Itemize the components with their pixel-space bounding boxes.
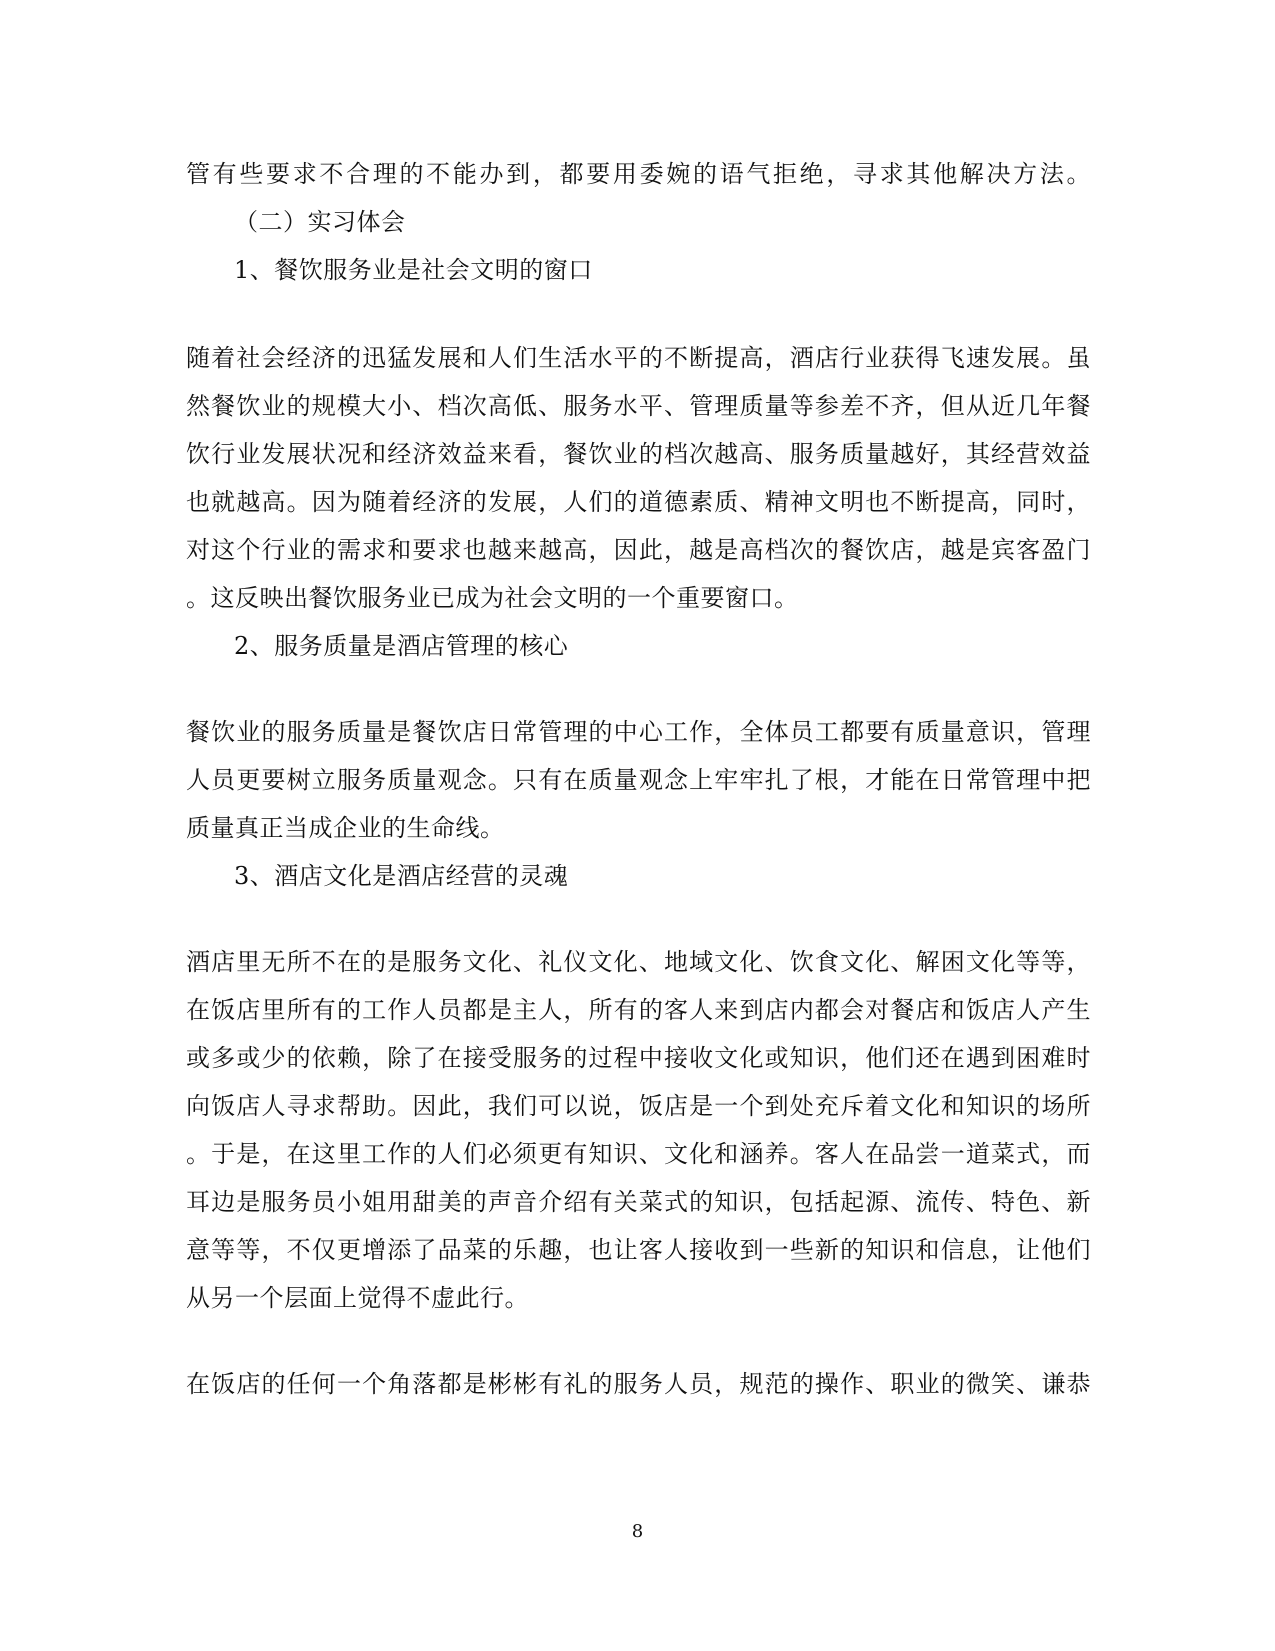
text-line: 随着社会经济的迅猛发展和人们生活水平的不断提高，酒店行业获得飞速发展。虽 (186, 344, 1091, 372)
text-line: 饮行业发展状况和经济效益来看，餐饮业的档次越高、服务质量越好，其经营效益 (186, 440, 1091, 468)
subsection-heading: （二）实习体会 (234, 208, 406, 236)
numbered-heading: 3、酒店文化是酒店经营的灵魂 (234, 862, 569, 890)
page-number: 8 (631, 1521, 644, 1542)
text-line: 质量真正当成企业的生命线。 (186, 814, 505, 842)
text-line: 或多或少的依赖，除了在接受服务的过程中接收文化或知识，他们还在遇到困难时 (186, 1044, 1091, 1072)
text-line: 耳边是服务员小姐用甜美的声音介绍有关菜式的知识，包括起源、流传、特色、新 (186, 1188, 1091, 1216)
text-line: 向饭店人寻求帮助。因此，我们可以说，饭店是一个到处充斥着文化和知识的场所 (186, 1092, 1091, 1120)
text-line: 酒店里无所不在的是服务文化、礼仪文化、地域文化、饮食文化、解困文化等等， (186, 948, 1091, 976)
text-line: 餐饮业的服务质量是餐饮店日常管理的中心工作，全体员工都要有质量意识，管理 (186, 718, 1091, 746)
numbered-heading: 1、餐饮服务业是社会文明的窗口 (234, 256, 593, 284)
numbered-heading: 2、服务质量是酒店管理的核心 (234, 632, 569, 660)
text-line: 。这反映出餐饮服务业已成为社会文明的一个重要窗口。 (186, 584, 799, 612)
text-line: 在饭店的任何一个角落都是彬彬有礼的服务人员，规范的操作、职业的微笑、谦恭 (186, 1370, 1091, 1398)
text-line: 人员更要树立服务质量观念。只有在质量观念上牢牢扎了根，才能在日常管理中把 (186, 766, 1091, 794)
text-line: 在饭店里所有的工作人员都是主人，所有的客人来到店内都会对餐店和饭店人产生 (186, 996, 1091, 1024)
text-line: 从另一个层面上觉得不虚此行。 (186, 1284, 529, 1312)
text-line: 也就越高。因为随着经济的发展，人们的道德素质、精神文明也不断提高，同时， (186, 488, 1091, 516)
text-line: 。于是，在这里工作的人们必须更有知识、文化和涵养。客人在品尝一道菜式，而 (186, 1140, 1091, 1168)
text-line: 然餐饮业的规模大小、档次高低、服务水平、管理质量等参差不齐，但从近几年餐 (186, 392, 1091, 420)
text-line: 管有些要求不合理的不能办到，都要用委婉的语气拒绝，寻求其他解决方法。 (186, 160, 1091, 188)
text-line: 意等等，不仅更增添了品菜的乐趣，也让客人接收到一些新的知识和信息，让他们 (186, 1236, 1091, 1264)
text-line: 对这个行业的需求和要求也越来越高，因此，越是高档次的餐饮店，越是宾客盈门 (186, 536, 1091, 564)
